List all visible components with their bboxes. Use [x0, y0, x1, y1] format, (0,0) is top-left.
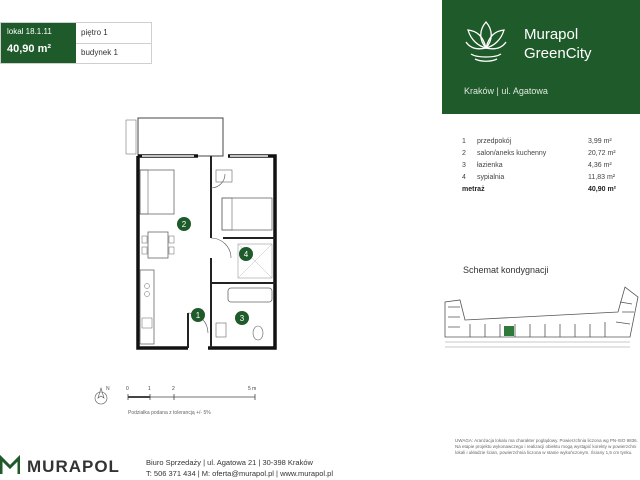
room-marker-3: 3	[239, 314, 245, 323]
brand-location: Kraków | ul. Agatowa	[464, 86, 548, 96]
unit-floor: piętro 1	[81, 28, 108, 37]
total-area: 40,90 m²	[588, 186, 617, 193]
room-name: łazienka	[477, 162, 503, 169]
unit-building: budynek 1	[81, 48, 118, 57]
room-area: 20,72 m²	[588, 150, 616, 157]
murapol-logo-text: MURAPOL	[27, 457, 120, 476]
scale-tick-5: 5 m	[248, 386, 257, 392]
room-number: 1	[462, 138, 466, 145]
unit-area: 40,90 m²	[7, 43, 52, 55]
room-number: 4	[462, 174, 466, 181]
room-name: sypialnia	[477, 174, 505, 181]
office-contact[interactable]: T: 506 371 434 | M: oferta@murapol.pl | www.murapol.pl	[146, 469, 334, 478]
tolerance-note: Podziałka podana z tolerancją +/- 5%	[128, 410, 211, 416]
room-row	[462, 162, 632, 174]
schemat-title: Schemat kondygnacji	[463, 265, 549, 275]
office-address: Biuro Sprzedaży | ul. Agatowa 21 | 30-398 Kraków	[146, 458, 313, 467]
room-area: 11,83 m²	[588, 174, 616, 181]
room-number: 3	[462, 162, 466, 169]
total-row	[462, 186, 632, 198]
unit-number: lokal 18.1.11	[7, 27, 52, 36]
floor-plan	[118, 108, 288, 358]
room-name: salon/aneks kuchenny	[477, 150, 547, 157]
room-row	[462, 174, 632, 186]
room-name: przedpokój	[477, 138, 512, 145]
room-row	[462, 138, 632, 150]
brand-name-line2: GreenCity	[524, 45, 592, 62]
room-area: 3,99 m²	[588, 138, 612, 145]
scale-tick-0: 0	[126, 386, 129, 392]
room-marker-2: 2	[181, 220, 187, 229]
leaf-logo-icon	[463, 18, 509, 64]
room-number: 2	[462, 150, 466, 157]
scale-tick-2: 2	[172, 386, 175, 392]
compass-north: N	[106, 386, 110, 392]
scale-tick-1: 1	[148, 386, 151, 392]
total-label: metraż	[462, 186, 485, 193]
sales-office-info	[146, 457, 333, 479]
building-schema	[440, 282, 640, 362]
unit-info-box	[0, 22, 152, 64]
unit-info-green	[1, 23, 76, 63]
room-marker-1: 1	[195, 311, 201, 320]
brand-name-line1: Murapol	[524, 26, 579, 43]
disclaimer-text: UWAGA: Aranżacja lokalu ma charakter poglądowy. Powierzchnia liczona wg PN-ISO 9836. Na etapie projektu wykonawczego i realizacji obiektu mogą wystąpić korekty w powierzchni lokali i układzie ścian, powierzchnia liczona w stanie wykończonym. Ściany 1,5 cm tynku.	[455, 438, 638, 455]
room-table	[462, 138, 632, 198]
room-area: 4,36 m²	[588, 162, 612, 169]
brand-panel	[442, 0, 640, 114]
room-row	[462, 150, 632, 162]
murapol-logo-icon	[0, 455, 20, 475]
room-marker-4: 4	[243, 250, 249, 259]
